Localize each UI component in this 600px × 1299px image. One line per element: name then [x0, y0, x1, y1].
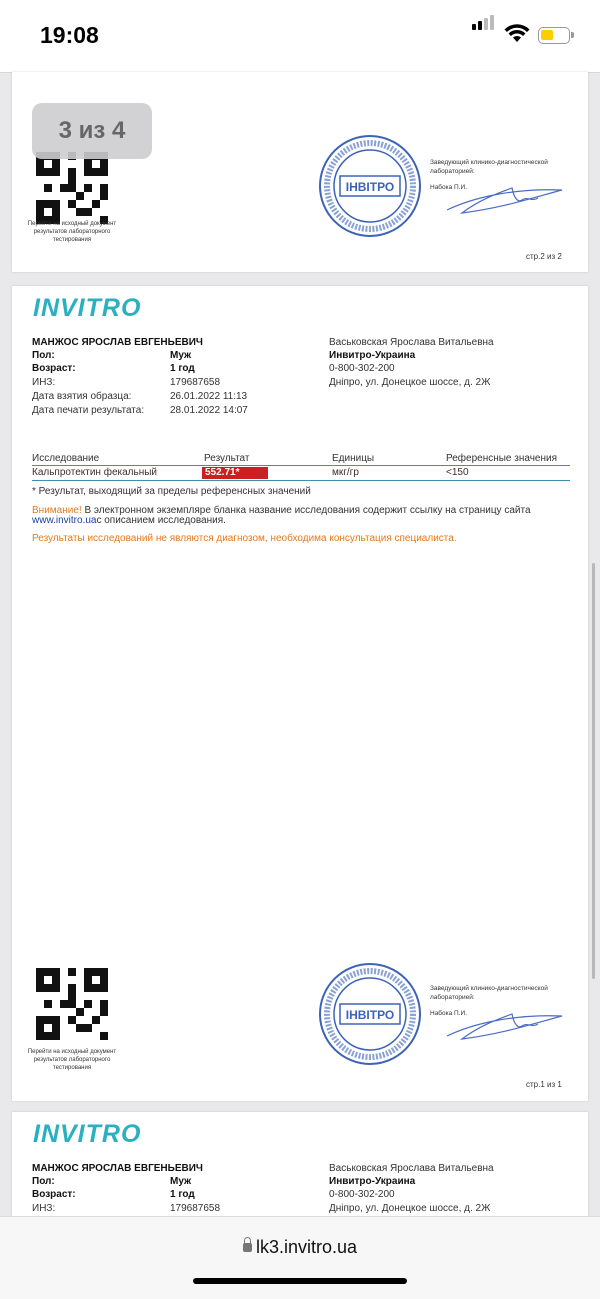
- print-date-label: Дата печати результата:: [32, 405, 145, 416]
- inz-label: ИНЗ:: [32, 1203, 56, 1214]
- test-ref: <150: [446, 467, 469, 478]
- url-display[interactable]: [0, 1237, 600, 1258]
- qr-caption: Перейти на исходный документ результатов лабораторного тестирования: [27, 221, 117, 243]
- head-of-lab-name: Набока П.И.: [430, 1010, 468, 1017]
- lab-address: Дніпро, ул. Донецкое шоссе, д. 2Ж: [329, 377, 491, 388]
- col-header-unit: Единицы: [332, 453, 375, 464]
- doctor-name: Васьковская Ярослава Витальевна: [329, 1163, 494, 1174]
- lab-company: Инвитро-Украина: [329, 1176, 416, 1187]
- signature-icon: [442, 178, 572, 218]
- print-date-value: 28.01.2022 14:07: [170, 405, 248, 416]
- invitro-link[interactable]: www.invitro.ua: [32, 515, 97, 526]
- warning-text: В электронном экземпляре бланка название исследования содержит ссылку на страницу сайта: [81, 505, 531, 516]
- signature-icon: [442, 1004, 572, 1044]
- col-header-test: Исследование: [32, 453, 100, 464]
- footnote: * Результат, выходящий за пределы референсных значений: [32, 486, 311, 497]
- head-of-lab-label: Заведующий клинико-диагностической лабораторией:: [430, 159, 548, 175]
- home-indicator[interactable]: [193, 1278, 407, 1284]
- sex-label: Пол:: [32, 350, 55, 361]
- sample-date-value: 26.01.2022 11:13: [170, 391, 248, 402]
- sex-label: Пол:: [32, 1176, 55, 1187]
- col-header-result: Результат: [204, 453, 250, 464]
- age-value: 1 год: [170, 1189, 195, 1200]
- lab-phone[interactable]: 0-800-302-200: [329, 1189, 395, 1200]
- inz-label: ИНЗ:: [32, 377, 56, 388]
- browser-url-bar[interactable]: [0, 1216, 600, 1299]
- qr-code-icon[interactable]: [36, 152, 108, 224]
- sex-value: Муж: [170, 1176, 192, 1187]
- patient-name: МАНЖОС ЯРОСЛАВ ЕВГЕНЬЕВИЧ: [32, 337, 203, 348]
- head-of-lab-name: Набока П.И.: [430, 184, 468, 191]
- lab-company: Инвитро-Украина: [329, 350, 416, 361]
- warning-line-2: [32, 515, 226, 526]
- stamp-text: ІНВІТРО: [345, 180, 395, 194]
- age-label: Возраст:: [32, 1189, 76, 1200]
- battery-icon: [538, 27, 570, 44]
- page-number: стр.1 из 1: [526, 1080, 562, 1089]
- qr-caption: Перейти на исходный документ результатов лабораторного тестирования: [27, 1049, 117, 1071]
- doctor-name: Васьковская Ярослава Витальевна: [329, 337, 494, 348]
- test-name[interactable]: Кальпротектин фекальный: [32, 467, 158, 478]
- document-page-previous: [12, 72, 588, 272]
- url-text: lk3.invitro.ua: [255, 1237, 358, 1257]
- disclaimer: Результаты исследований не являются диагнозом, необходима консультация специалиста.: [32, 533, 457, 544]
- sample-date-label: Дата взятия образца:: [32, 391, 132, 402]
- scrollbar[interactable]: [592, 563, 595, 979]
- sex-value: Муж: [170, 350, 192, 361]
- lab-stamp-icon: [318, 962, 422, 1066]
- invitro-logo: INVITRO: [33, 294, 142, 322]
- col-header-ref: Референсные значения: [446, 453, 558, 464]
- qr-code-icon[interactable]: [36, 968, 108, 1040]
- page-number: стр.2 из 2: [526, 252, 562, 261]
- stamp-text: ІНВІТРО: [345, 1008, 395, 1022]
- warning-prefix: Внимание!: [32, 505, 82, 516]
- patient-name: МАНЖОС ЯРОСЛАВ ЕВГЕНЬЕВИЧ: [32, 1163, 203, 1174]
- wifi-icon: [504, 24, 530, 44]
- document-page-next: [12, 1112, 588, 1232]
- test-result: 552.71*: [205, 467, 240, 478]
- lab-stamp-icon: [318, 134, 422, 238]
- warning-text-2: с описанием исследования.: [96, 515, 226, 526]
- lab-phone[interactable]: 0-800-302-200: [329, 363, 395, 374]
- document-page-result: [12, 286, 588, 1101]
- inz-value: 179687658: [170, 377, 221, 388]
- status-time: 19:08: [40, 22, 99, 48]
- page-indicator: 3 из 4: [32, 103, 152, 159]
- age-value: 1 год: [170, 363, 195, 374]
- lab-address: Дніпро, ул. Донецкое шоссе, д. 2Ж: [329, 1203, 491, 1214]
- head-of-lab-label: Заведующий клинико-диагностической лабораторией:: [430, 985, 548, 1001]
- lock-icon: [243, 1243, 252, 1252]
- test-unit: мкг/гр: [332, 467, 359, 478]
- age-label: Возраст:: [32, 363, 76, 374]
- status-bar: [0, 0, 600, 73]
- invitro-logo: INVITRO: [33, 1120, 142, 1148]
- inz-value: 179687658: [170, 1203, 221, 1214]
